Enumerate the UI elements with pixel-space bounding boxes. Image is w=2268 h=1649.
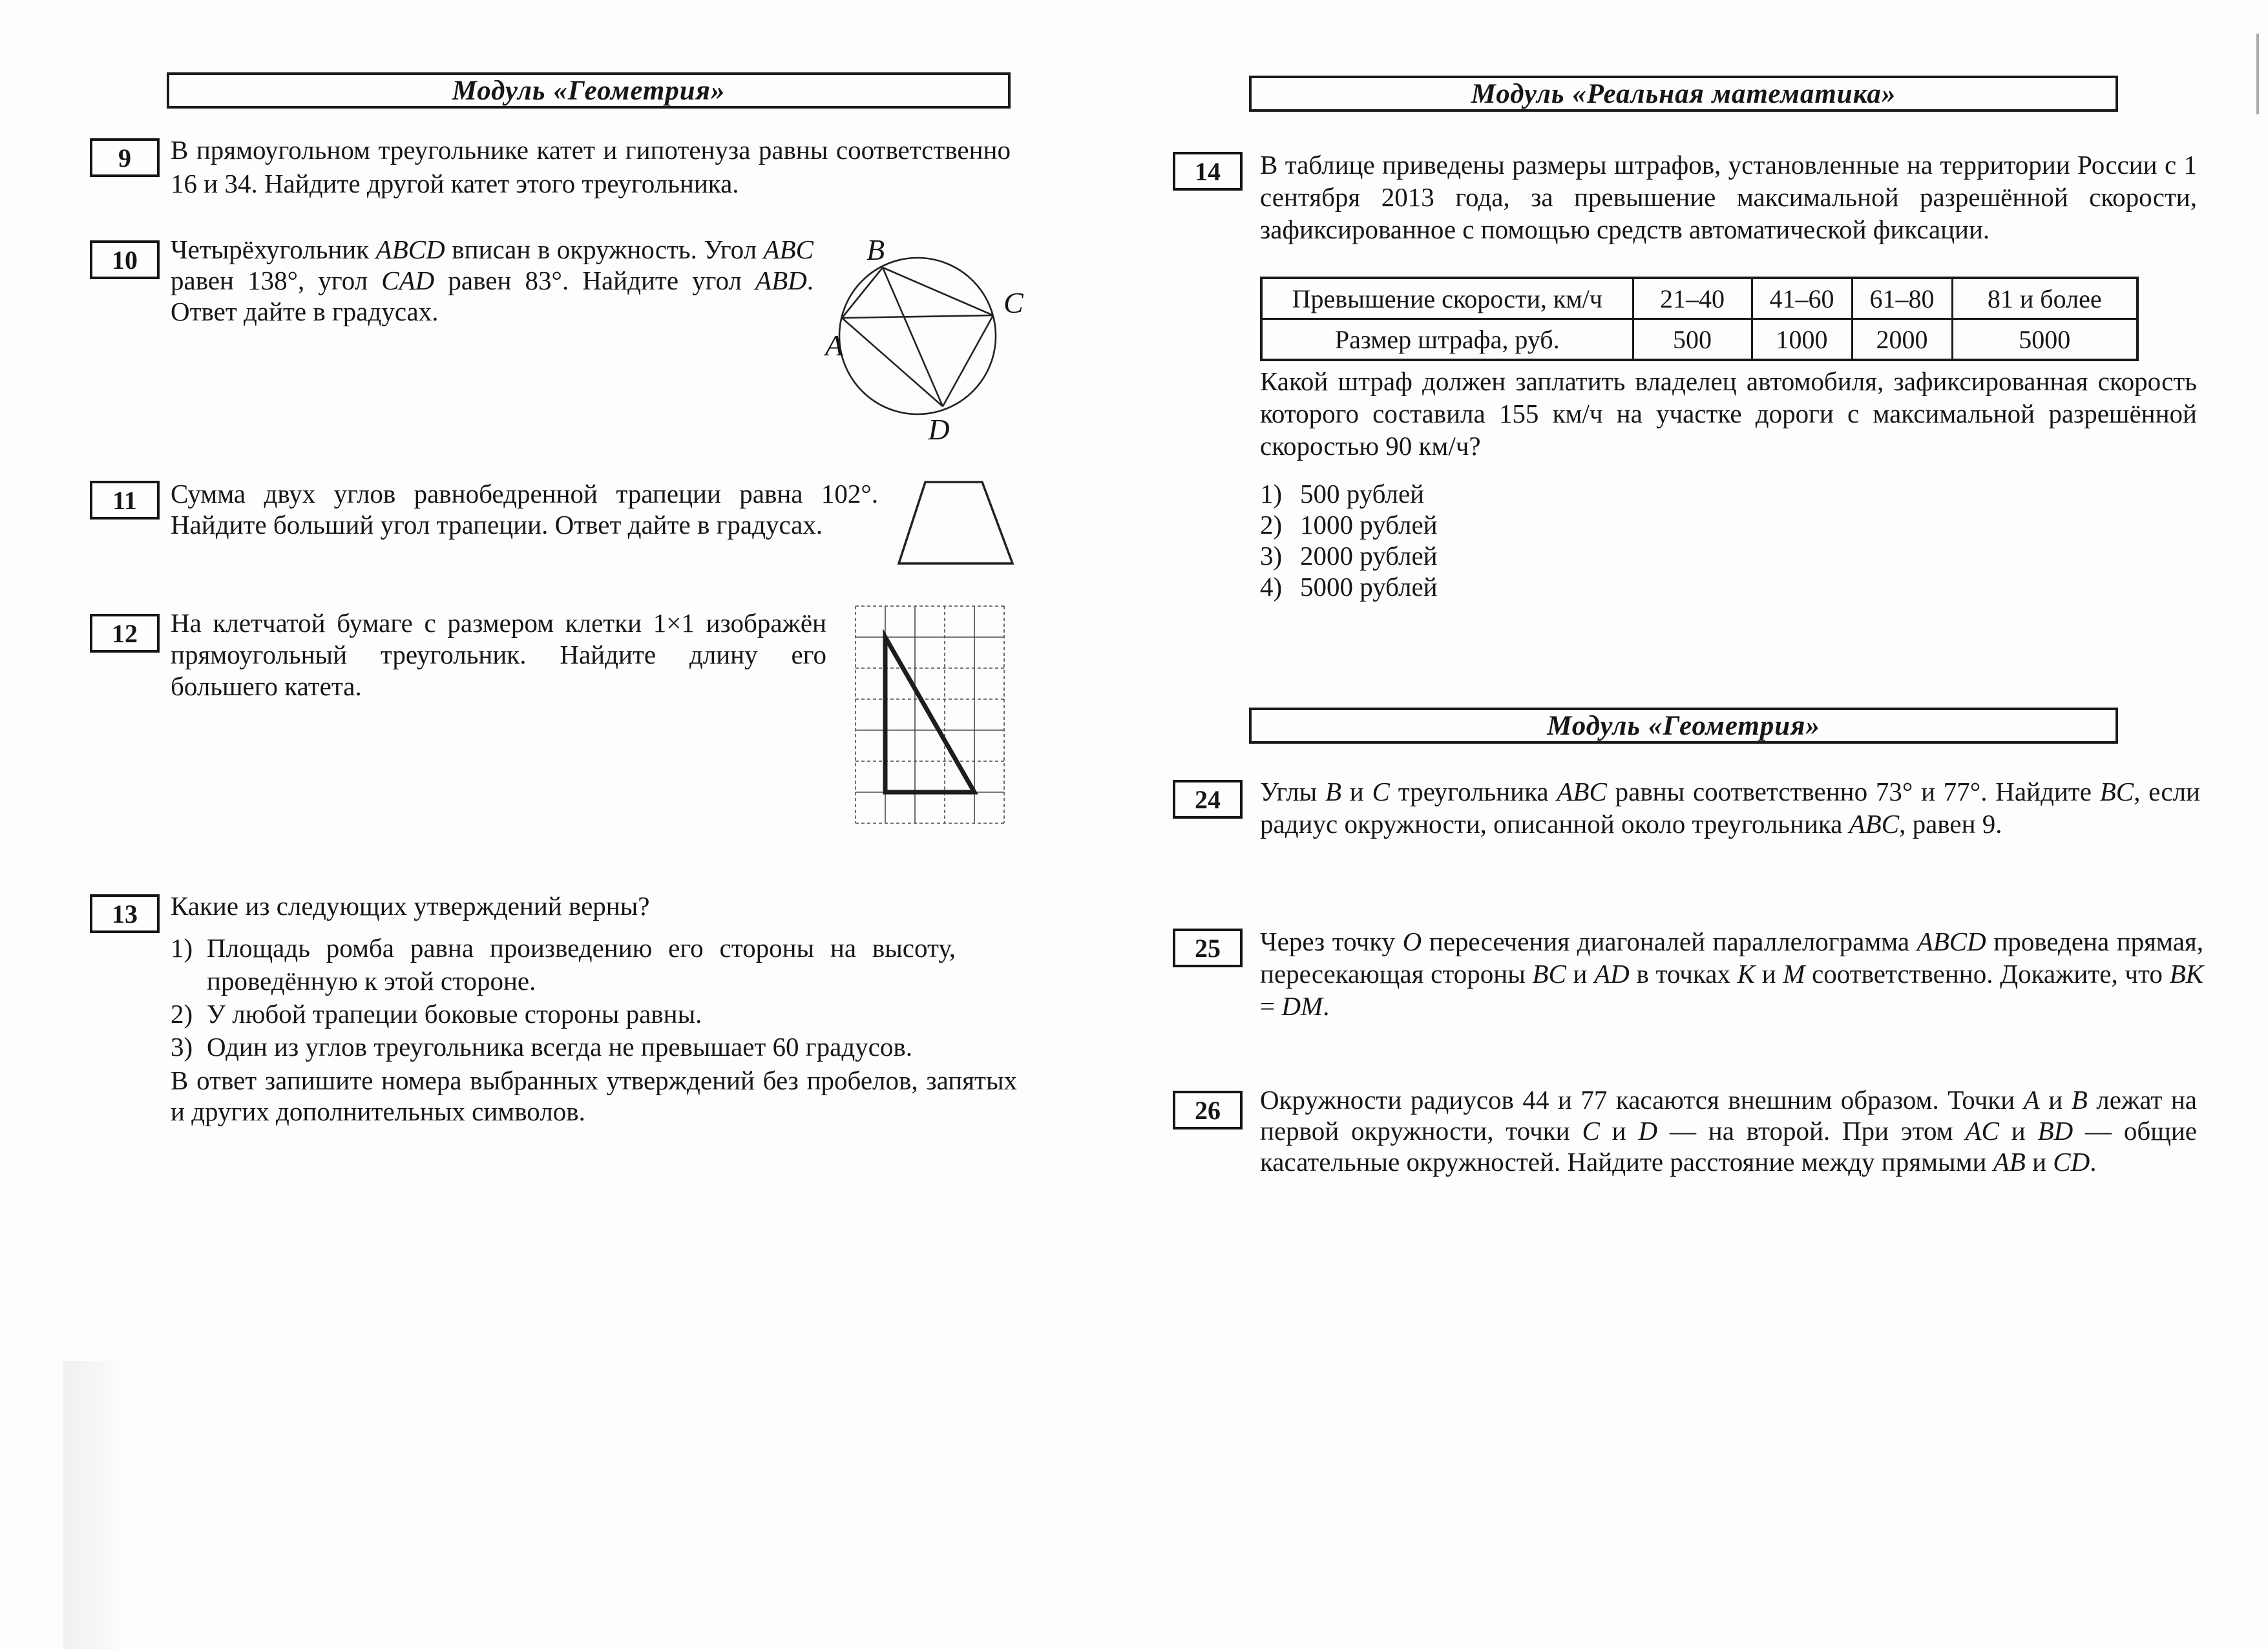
table-cell: 21–40 [1633, 278, 1752, 319]
circle-inscribed-quadrilateral-figure [824, 238, 1025, 455]
item-text: Площадь ромба равна произведению его стороны на высоту, проведённую к этой стороне. [207, 933, 956, 996]
item-marker: 2) [171, 999, 193, 1029]
problem-13-statements [171, 932, 956, 1064]
problem-number: 14 [1195, 156, 1221, 186]
problem-number: 24 [1195, 784, 1221, 814]
table-cell: 41–60 [1752, 278, 1852, 319]
answer-option [1260, 571, 1906, 602]
table-cell: 81 и более [1952, 278, 2137, 319]
problem-12-number-box [90, 614, 160, 653]
table-cell: 1000 [1752, 319, 1852, 361]
table-cell: 2000 [1852, 319, 1952, 361]
problem-number: 26 [1195, 1095, 1221, 1125]
option-marker: 1) [1260, 479, 1283, 509]
module-header-real-math [1249, 76, 2118, 112]
statement-item [171, 1031, 956, 1064]
problem-25-text: Через точку O пересечения диагоналей параллелограмма ABCD проведена прямая, пересекающая стороны BC и AD в точках K и M соответственно. Докажите, что BK = DM. [1260, 927, 2204, 1021]
scan-page-edge-line [2256, 34, 2259, 114]
problem-13-question: Какие из следующих утверждений верны? [171, 891, 650, 921]
option-marker: 2) [1260, 510, 1283, 540]
problem-9-number-box [90, 138, 160, 177]
option-text: 5000 рублей [1300, 572, 1438, 602]
isosceles-trapezoid-figure [894, 478, 1018, 569]
problem-10-number-box [90, 240, 160, 279]
module-header-text: Модуль «Геометрия» [1547, 710, 1820, 741]
problem-14-question: Какой штраф должен заплатить владелец автомобиля, зафиксированная скорость которого составила 155 км/ч на участке дороги с максимальной разрешённой скоростью 90 км/ч? [1260, 366, 2197, 461]
module-header-text: Модуль «Реальная математика» [1471, 78, 1896, 109]
speeding-fines-table [1260, 277, 2139, 361]
statement-item [171, 932, 956, 998]
problem-number: 11 [112, 485, 137, 515]
problem-26-number-box [1173, 1091, 1243, 1129]
option-marker: 4) [1260, 572, 1283, 602]
problem-14-options [1260, 478, 1906, 602]
answer-option [1260, 478, 1906, 509]
problem-12-text: На клетчатой бумаге с размером клетки 1×1 изображён прямоугольный треугольник. Найдите длину его большего катета. [171, 608, 826, 701]
table-cell: 61–80 [1852, 278, 1952, 319]
module-header-geometry-right [1249, 708, 2118, 744]
problem-24-number-box [1173, 780, 1243, 819]
problem-9-text: В прямоугольном треугольнике катет и гипотенуза равны соответственно 16 и 34. Найдите другой катет этого треугольника. [171, 135, 1011, 198]
problem-number: 13 [112, 899, 138, 929]
scan-artifact-strip [63, 1361, 120, 1649]
problem-24-text: Углы B и C треугольника ABC равны соответственно 73° и 77°. Найдите BC, если радиус окружности, описанной около треугольника ABC, равен 9. [1260, 777, 2200, 839]
problem-13-footer: В ответ запишите номера выбранных утверждений без пробелов, запятых и других дополнительных символов. [171, 1066, 1017, 1126]
item-marker: 1) [171, 933, 193, 963]
table-row [1261, 319, 2137, 361]
problem-number: 10 [112, 245, 138, 275]
point-label-D: D [928, 413, 950, 446]
problem-10-text: Четырёхугольник ABCD вписан в окружность. Угол ABC равен 138°, угол CAD равен 83°. Найдите угол ABD. Ответ дайте в градусах. [171, 235, 814, 326]
table-cell: 5000 [1952, 319, 2137, 361]
problem-11-text: Сумма двух углов равнобедренной трапеции равна 102°. Найдите больший угол трапеции. Ответ дайте в градусах. [171, 479, 878, 540]
problem-14-number-box [1173, 152, 1243, 191]
answer-option [1260, 540, 1906, 571]
problem-13-number-box [90, 894, 160, 933]
point-label-B: B [866, 238, 885, 266]
problem-25-number-box [1173, 929, 1243, 967]
answer-option [1260, 509, 1906, 540]
problem-number: 12 [112, 618, 138, 648]
point-label-A: A [825, 329, 844, 362]
point-label-C: C [1003, 286, 1024, 319]
item-marker: 3) [171, 1032, 193, 1062]
table-cell: Превышение скорости, км/ч [1261, 278, 1633, 319]
item-text: У любой трапеции боковые стороны равны. [207, 999, 702, 1029]
item-text: Один из углов треугольника всегда не превышает 60 градусов. [207, 1032, 912, 1062]
trapezoid [899, 482, 1013, 563]
table-cell: 500 [1633, 319, 1752, 361]
option-text: 500 рублей [1300, 479, 1425, 509]
option-marker: 3) [1260, 541, 1283, 571]
grid-right-triangle-figure [855, 605, 1006, 826]
problem-number: 25 [1195, 933, 1221, 963]
module-header-text: Модуль «Геометрия» [452, 75, 726, 106]
option-text: 2000 рублей [1300, 541, 1438, 571]
problem-number: 9 [118, 143, 131, 173]
option-text: 1000 рублей [1300, 510, 1438, 540]
problem-11-number-box [90, 481, 160, 520]
quadrilateral-and-diagonals [842, 268, 993, 406]
table-cell: Размер штрафа, руб. [1261, 319, 1633, 361]
table-row [1261, 278, 2137, 319]
statement-item [171, 998, 956, 1031]
module-header-geometry-left [167, 72, 1011, 109]
right-triangle [885, 637, 974, 792]
problem-26-text: Окружности радиусов 44 и 77 касаются внешним образом. Точки A и B лежат на первой окружности, точки C и D — на второй. При этом AC и BD — общие касательные окружностей. Найдите расстояние между прямыми AB и CD. [1260, 1085, 2197, 1177]
problem-14-intro: В таблице приведены размеры штрафов, установленные на территории России с 1 сентября 2013 года, за превышение максимальной разрешённой скорости, зафиксированное с помощью средств автоматической фиксации. [1260, 150, 2197, 244]
